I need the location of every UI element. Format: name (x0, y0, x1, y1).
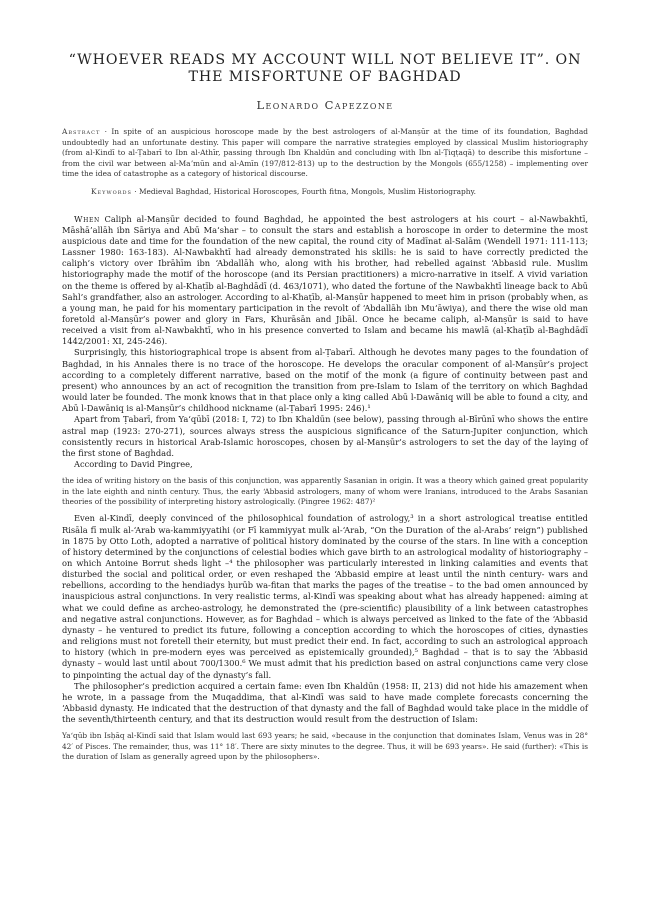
article-body (62, 214, 588, 763)
paragraph-1-text: Caliph al-Manṣūr decided to found Baghdad, he appointed the best astrologers at his court – al-Nawbakhtī, Māshā’allāh ibn Sāriya and Abū Maʻshar – to consult the stars and establish a horoscope in order to determine the most auspicious date and time for the foundation of the new capital, the round city of Madīnat al-Salām (Wendell 1971: 111-113; Lassner 1980: 163-183). Al-Nawbakhtī had already demonstrated his skills: he is said to have correctly predicted the caliph’s victory over Ibrāhīm ibn ʻAbdallāh who, along with his brother, had rebelled against ʻAbbasid rule. Muslim historiography made the motif of the horoscope (and its Persian practitioners) a micro-narrative in itself. A vivid variation on the theme is offered by al-Khaṭīb al-Baghdādī (d. 463/1071), who dated the fortune of the Nawbakhtī lineage back to Abū Sahl’s grandfather, also an astrologer. According to al-Khaṭīb, al-Manṣūr happened to meet him in prison (probably when, as a young man, he paid for his momentary participation in the revolt of ʻAbdallāh ibn Muʻāwiya), and there the wise old man foretold al-Manṣūr’s power and glory in Fars, Khurāsān and Jibāl. Once he became caliph, al-Manṣūr is said to have received a visit from al-Nawbakhtī, who in his presence converted to Islam and became his mawlā (al-Khaṭīb al-Baghdādī 1442/2001: XI, 245-246). (62, 213, 588, 347)
keywords-text: · Medieval Baghdad, Historical Horoscopes, Fourth fitna, Mongols, Muslim Historiography. (134, 186, 477, 196)
abstract-label: Abstract (62, 127, 101, 136)
paragraph-1 (62, 214, 588, 348)
keywords (62, 187, 588, 198)
article-title: “WHOEVER READS MY ACCOUNT WILL NOT BELIEVE IT”. ON THE MISFORTUNE OF BAGHDAD (68, 52, 582, 85)
paragraph-3: Apart from Ṭabarī, from Yaʻqūbī (2018: I, 72) to Ibn Khaldūn (see below), passing through al-Bīrūnī who shows the entire astral map (1923: 270-271), sources always stress the auspicious significance of the Saturn-Jupiter conjunction, which consistently recurs in historical Arab-Islamic horoscopes, chosen by al-Manṣūr’s astrologers to set the day of the laying of the first stone of Baghdad. (62, 414, 588, 458)
paragraph-4: According to David Pingree, (74, 459, 193, 469)
paragraph-5: Even al-Kindī, deeply convinced of the philosophical foundation of astrology,³ in a short astrological treatise entitled Risāla fī mulk al-ʻArab wa-kammiyyatihi (or Fī kammiyyat mulk al-ʻArab, “On the Duration of the al-Arabs’ reign”) published in 1875 by Otto Loth, adopted a narrative of political history dominated by the course of the stars. In line with a conception of history determined by the conjunctions of celestial bodies which gave birth to an astrological modality of historiography – on which Antoine Borrut sheds light –⁴ the philosopher was particularly interested in linking calamities and events that disturbed the social and political order, or even reshaped the ʻAbbasid empire at least until the ninth century- wars and rebellions, according to the hendiadys ḥurūb wa-fitan that marks the pages of the treatise – to the bad omen announced by inauspicious astral conjunctions. In very realistic terms, al-Kindī was speaking about what has already happened: aiming at what we could define as archeo-astrology, he demonstrated the (pre-scientific) plausibility of a link between catastrophes and negative astral conjunctions. However, as for Baghdad – which is always perceived as linked to the fate of the ʻAbbasid dynasty – he ventured to predict its future, following a conception according to which the horoscopes of cities, dynasties and religions must not foretell their eternity, but must predict their end. In fact, according to such an astrological approach to history (which in pre-modern eyes was perceived as epistemically grounded),⁵ Baghdad – that is to say the ʻAbbasid dynasty – would last until about 700/1300.⁶ We must admit that his prediction based on astral conjunctions came very close to pinpointing the actual day of the dynasty’s fall. (62, 513, 588, 680)
keywords-label: Keywords (91, 186, 132, 196)
author-name: Leonardo Capezzone (256, 98, 394, 112)
block-quote-pingree: the idea of writing history on the basis of this conjunction, was apparently Sasanian in origin. It was a theory which gained great popularity in the late eighth and ninth century. Thus, the early ʻAbbasid astrologers, many of whom were Iranians, introduced to the Arabs Sasanian theories of the possibility of interpreting history astrologically. (Pingree 1962: 487)² (62, 476, 588, 506)
block-quote-kindi: Yaʻqūb ibn Isḥāq al-Kindī said that Islam would last 693 years; he said, «because in the conjunction that dominates Islam, Venus was in 28° 42′ of Pisces. The remainder, thus, was 11° 18′. There are sixty minutes to the degree. Thus, it will be 693 years». He said (further): «This is the duration of Islam as generally agreed upon by the philosophers». (62, 731, 588, 762)
paragraph-6: The philosopher’s prediction acquired a certain fame: even Ibn Khaldūn (1958: II, 213) did not hide his amazement when he wrote, in a passage from the Muqaddima, that al-Kindī was said to have made complete forecasts concerning the ʻAbbasid dynasty. He indicated that the destruction of that dynasty and the fall of Baghdad would take place in the middle of the seventh/thirteenth century, and that its destruction would result from the destruction of Islam: (62, 680, 588, 725)
paragraph-2: Surprisingly, this historiographical trope is absent from al-Ṭabarī. Although he devotes many pages to the foundation of Baghdad, in his Annales there is no trace of the horoscope. He develops the oracular component of al-Manṣūr’s project according to a completely different narrative, based on the motif of the monk (a figure of continuity between past and present) who announces by an act of recognition the transition from pre-Islam to Islam of the territory on which Baghdad would later be founded. The monk knows that in that place only a king called Abū l-Dawāniq will be able to found a city, and Abū l-Dawāniq is al-Manṣūr’s childhood nickname (al-Ṭabarī 1995: 246).¹ (62, 347, 588, 414)
abstract (62, 127, 588, 180)
paragraph-1-first-word: When (74, 213, 100, 224)
abstract-text: · In spite of an auspicious horoscope made by the best astrologers of al-Manṣūr at the time of its foundation, Baghdad undoubtedly had an unfortunate destiny. This paper will compare the narrative strategies employed by classical Muslim historiography (from al-Kindī to al-Ṭabarī to Ibn al-Athīr, passing through Ibn Khaldūn and concluding with Ibn al-Ṭiqṭaqā) to describe this misfortune – from the civil war between al-Maʼmūn and al-Amīn (197/812-813) up to the destruction by the Mongols (655/1258) – implementing over time the idea of catastrophe as a category of historical discourse. (62, 127, 588, 179)
